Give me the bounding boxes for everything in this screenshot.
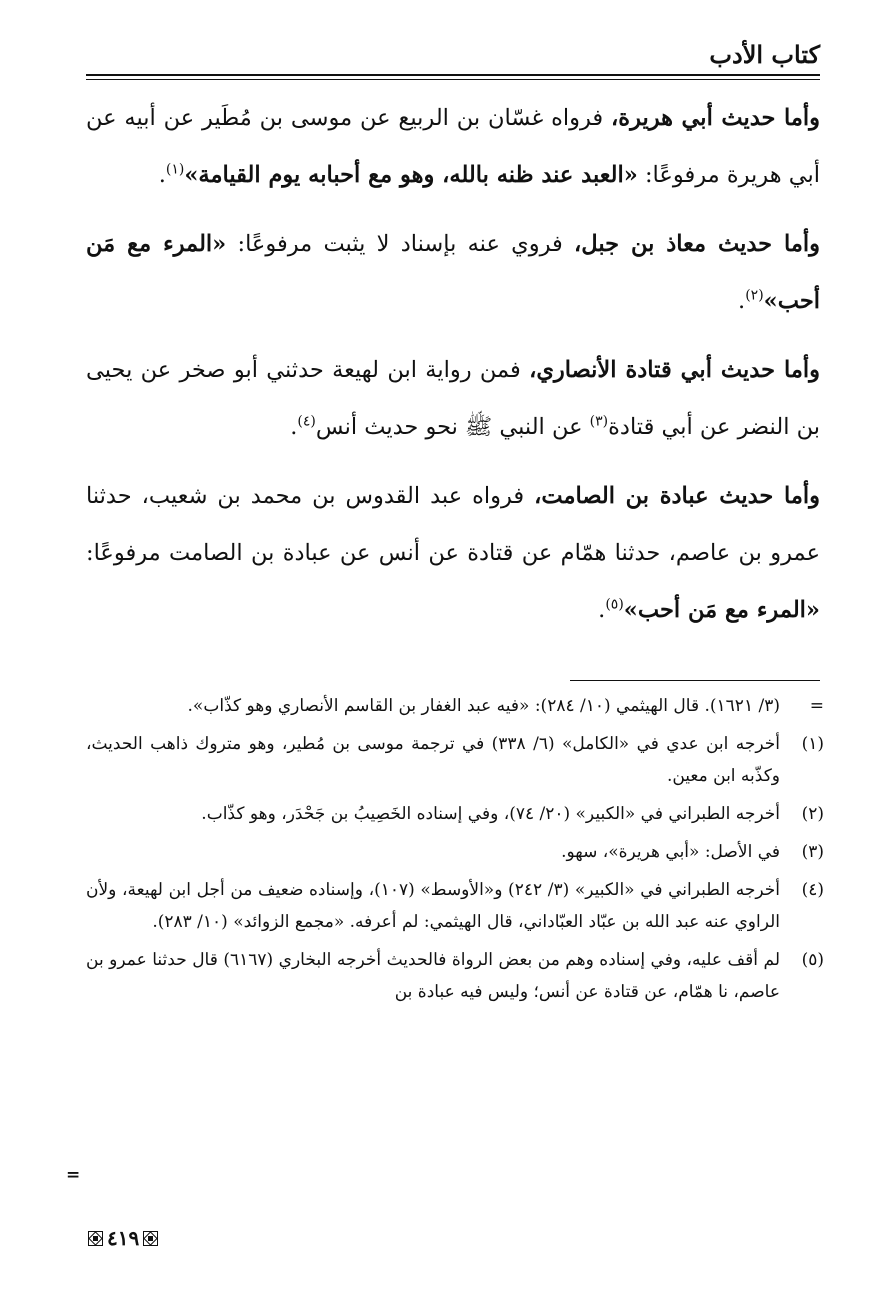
footnote-text: (٣/ ١٦٢١). قال الهيثمي (١٠/ ٢٨٤): «فيه عبد الغفار بن القاسم الأنصاري وهو كذّاب». — [187, 696, 780, 716]
paragraph-text: عن النبي ﷺ نحو حديث أنس — [315, 414, 590, 440]
paragraph-abu-qatada — [86, 342, 820, 456]
paragraph-muadh — [86, 216, 820, 330]
paragraph-text: فمن رواية ابن لهيعة حدثني أبو صخر عن يحيى بن النضر عن أبي قتادة — [86, 357, 820, 440]
hadith-quote: «العبد عند ظنه بالله، وهو مع أحبابه يوم القيامة» — [184, 162, 638, 188]
paragraph-ubada — [86, 468, 820, 639]
paragraph-abu-hurayra — [86, 90, 820, 204]
paragraph-heading: وأما حديث معاذ بن جبل، — [574, 231, 820, 257]
period: . — [738, 288, 746, 314]
footnote-marker: (٢) — [801, 804, 824, 824]
footnote-ref[interactable]: (٤) — [297, 413, 316, 430]
running-header — [86, 32, 820, 82]
page-number-text: ٤١٩ — [107, 1226, 140, 1250]
footnote-separator — [570, 680, 820, 681]
period: . — [598, 597, 606, 623]
hadith-quote: «المرء مع مَن أحب» — [623, 597, 820, 623]
continuation-mark: = — [66, 1165, 81, 1185]
footnote-ref[interactable]: (٥) — [605, 596, 624, 613]
footnote-marker: (١) — [801, 734, 824, 754]
paragraph-heading: وأما حديث عبادة بن الصامت، — [534, 483, 820, 509]
footnote-text: أخرجه الطبراني في «الكبير» (٣/ ٢٤٢) و«الأوسط» (١٠٧)، وإسناده ضعيف من أجل ابن لهيعة، ولأن الراوي عنه عبد الله بن عبّاد العبّاداني، قال الهيثمي: لم أعرفه. «مجمع الزوائد» (١٠/ ٢٨٣). — [86, 880, 780, 932]
ornament-icon — [143, 1231, 158, 1246]
chapter-title: كتاب الأدب — [709, 40, 820, 69]
footnote-3 — [86, 836, 824, 868]
footnote-text: لم أقف عليه، وفي إسناده وهم من بعض الرواة فالحديث أخرجه البخاري (٦١٦٧) قال حدثنا عمرو بن عاصم، نا همّام، عن قتادة عن أنس؛ وليس فيه عبادة بن — [86, 950, 780, 1002]
footnote-ref[interactable]: (٢) — [745, 287, 764, 304]
main-text — [86, 90, 820, 651]
hadith-quote: «المرء مع مَن أحب» — [86, 231, 820, 314]
footnote-marker: (٣) — [801, 842, 824, 862]
paragraph-text: فرواه عبد القدوس بن محمد بن شعيب، حدثنا عمرو بن عاصم، حدثنا همّام عن قتادة عن أنس عن عبادة بن الصامت مرفوعًا: — [86, 483, 820, 566]
ornament-icon — [88, 1231, 103, 1246]
page-number — [88, 1226, 158, 1250]
footnotes — [86, 690, 824, 1014]
footnote-text: في الأصل: «أبي هريرة»، سهو. — [561, 842, 780, 862]
period: . — [158, 162, 166, 188]
footnote-1 — [86, 728, 824, 792]
footnote-5 — [86, 944, 824, 1008]
footnote-marker: (٤) — [801, 880, 824, 900]
paragraph-text: فرواه غسّان بن الربيع عن موسى بن مُطَير عن أبيه عن أبي هريرة مرفوعًا: — [86, 105, 820, 188]
header-rule — [86, 74, 820, 80]
footnote-ref[interactable]: (٣) — [589, 413, 609, 430]
paragraph-heading: وأما حديث أبي هريرة، — [611, 105, 820, 131]
footnote-marker: (٥) — [801, 950, 824, 970]
footnote-ref[interactable]: (١) — [165, 161, 185, 178]
footnote-text: أخرجه الطبراني في «الكبير» (٢٠/ ٧٤)، وفي إسناده الخَصِيبُ بن جَحْدَر، وهو كذّاب. — [201, 804, 780, 824]
paragraph-heading: وأما حديث أبي قتادة الأنصاري، — [529, 357, 821, 383]
footnote-text: أخرجه ابن عدي في «الكامل» (٦/ ٣٣٨) في ترجمة موسى بن مُطير، وهو متروك ذاهب الحديث، وكذّبه ابن معين. — [86, 734, 780, 786]
footnote-2 — [86, 798, 824, 830]
footnote-continuation — [86, 690, 824, 722]
period: . — [290, 414, 298, 440]
footnote-marker: = — [809, 696, 824, 716]
footnote-4 — [86, 874, 824, 938]
paragraph-text: فروي عنه بإسناد لا يثبت مرفوعًا: — [226, 231, 575, 257]
